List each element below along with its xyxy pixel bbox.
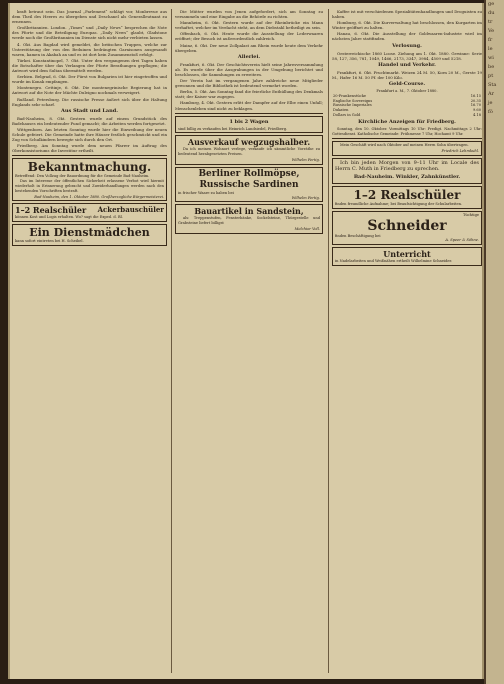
ad-title: Ausverkauf wegzugshalber. bbox=[187, 137, 311, 148]
ad-body: Das im Interesse der öffentlichen Sicherheit erlassene Verbot wird hiermit wiederholt in Erinnerung gebracht und Zuwiderhandlungen werden nach den bestehenden Vorschriften bestraft. bbox=[15, 179, 164, 193]
lodging-ad bbox=[12, 203, 167, 222]
ad-title: 1 bis 2 Wagen bbox=[229, 118, 269, 125]
article-paragraph: Kaffee ist mit verschiedenen Spezialitätenhandlungen und Droguisten zu haben. bbox=[332, 9, 482, 20]
column-1 bbox=[12, 9, 167, 673]
edge-fragment: fö bbox=[488, 109, 493, 115]
ad-body: als: Treppenstufen, Fensterbänke, Sockelsteine, Thürgestelle und Grabsteine liefert billigst bbox=[178, 216, 320, 226]
misc-paragraph: Hamburg, 4. Okt. Gestern erlitt der Dampfer auf der Elbe einen Unfall; Menschenleben sind nicht zu beklagen. bbox=[175, 100, 323, 111]
sandstone-ad bbox=[175, 204, 323, 233]
trade-paragraph: Frankfurt, 6. Okt. Fruchtmarkt. Weizen 24 M. 50, Korn 20 M., Gerste 19 M., Hafer 16 M. 50 Pf. der 100 Kilo. bbox=[332, 69, 482, 80]
church-paragraph: Sonntag, den 10. Oktober. Vormittags 10 Uhr: Predigt. Nachmittags 2 Uhr: Gottesdienst. Katholische Gemeinde: Frühmesse 7 Uhr, Hochamt 9 Uhr. bbox=[332, 126, 482, 136]
gold-rates-table bbox=[332, 94, 482, 118]
article-paragraph: Großbritannien. London. „Times“ und „Daily News“ besprechen die Note des Pforte und die Beteiligung Europas. „Daily News“ glaubt, Gladstone werde noch die Großbritannien im Dienste sich nicht mehr verbieten lassen. bbox=[12, 25, 167, 41]
divider bbox=[175, 113, 323, 114]
article-paragraph: Mainz, 6. Okt. Der neue Zollpalast am Rhein wurde heute dem Verkehr übergeben. bbox=[175, 42, 323, 53]
ad-title: Ein Dienstmädchen bbox=[29, 226, 150, 240]
edge-fragment: je bbox=[488, 100, 493, 106]
ad-signature: Wilhelm Fertig. bbox=[291, 157, 320, 162]
newspaper-page bbox=[8, 3, 484, 679]
ad-signature: Melchior Voll. bbox=[294, 226, 320, 231]
misc-paragraph: Frankfurt, 6. Okt. Der Geschichtsverein hielt seine Jahresversammlung ab. Es wurde über die Ausgrabungen in der Umgebung berichtet und beschlossen, die Sammlungen zu erweitern. bbox=[175, 61, 323, 77]
table-row bbox=[332, 113, 482, 118]
adjacent-page-edge bbox=[484, 0, 504, 684]
edge-fragment: Ve bbox=[488, 28, 495, 34]
edge-fragment: tr bbox=[488, 19, 493, 25]
wagon-ad bbox=[175, 116, 323, 134]
ad-body: kann sofort eintreten bei H. Scheibel. bbox=[15, 239, 84, 244]
edge-fragment: fr bbox=[488, 37, 493, 43]
article-paragraph: Montenegro. Cettinje, 6. Okt. Die montenegrinische Regierung hat in Antwort auf die Note der Mächte Duleigno nochmals verweigert. bbox=[12, 85, 167, 96]
ad-body: finden Beschäftigung bei bbox=[335, 233, 381, 238]
ad-body: Ich bin jeden Morgen von 9–11 Uhr im Locale des Herrn C. Muth in Friedberg zu sprechen. bbox=[335, 159, 479, 173]
business-transfer-ad bbox=[332, 141, 482, 156]
local-news-paragraph: Bad-Nauheim, 8. Okt. Gestern wurde auf einem Grundstück des Badehauses ein bedeutender Fund gemacht; die Arbeiten werden fortgesetzt. bbox=[12, 115, 167, 126]
ad-pretitle: Tüchtige bbox=[462, 212, 479, 217]
ad-signature: Friedrich Lehmkuhl. bbox=[441, 149, 479, 154]
ad-body: in Nadelarbeiten und Weißnähen ertheilt Wilhelmine Schneider. bbox=[335, 259, 452, 264]
ad-title: 1–2 Realschüler bbox=[353, 187, 461, 202]
ad-body: in frischer Waare zu haben bei bbox=[178, 190, 234, 195]
edge-fragment: be bbox=[488, 64, 495, 70]
article-paragraph: Offenbach, 6. Okt. Heute wurde die Ausstellung der Lederwaaren eröffnet; der Besuch ist außerordentlich zahlreich. bbox=[175, 31, 323, 42]
lottery-paragraph: Oesterreichische 1860 Loose. Ziehung am 1. Okt. 1880. Gewinne: Serie 58, 127, 356, 781, 1049, 1466, 2173, 3347, 3984, 4509 und 5218. bbox=[332, 50, 482, 61]
divider bbox=[12, 155, 167, 156]
local-news-paragraph: Wittgenborn. Am letzten Sonntag wurde hier die Einweihung der neuen Schule gefeiert. Die Gemeinde hatte ihre Häuser festlich geschmückt und ein Zug von Schulkindern bewegte sich durch den Ort. bbox=[12, 126, 167, 143]
local-news-paragraph: Friedberg. Am Sonntag wurde dem neuen Pfarrer im Auftrag des Oberkonsistoriums die Investitur ertheilt. bbox=[12, 143, 167, 154]
section-heading: Kirchliche Anzeigen für Friedberg. bbox=[358, 118, 456, 125]
ad-signature: Wilhelm Fertig. bbox=[291, 195, 320, 200]
ad-subtitle: Betreffend: Den Vollzug der Bauordnung für die Gemeinde Bad-Nauheim. bbox=[15, 174, 150, 179]
article-paragraph: Die Mütter wurden von Jenen aufgefordert, sich am Sonntag zu versammeln und eine Eingabe an die Behörde zu richten. bbox=[175, 9, 323, 20]
ad-body: können Kost und Logis erhalten. Wo? sagt die Exped. d. Bl. bbox=[15, 215, 123, 220]
rate-value: 16.15 bbox=[470, 93, 481, 98]
misc-paragraph: Berlin, 5. Okt. Am Sonntag fand die feierliche Enthüllung des Denkmals statt; der Kaiser war zugegen. bbox=[175, 89, 323, 100]
column-3 bbox=[328, 9, 482, 673]
section-heading: Handel und Verkehr. bbox=[378, 61, 436, 68]
clearance-sale-ad bbox=[175, 135, 323, 164]
rate-value: 20.35 bbox=[470, 98, 481, 103]
edge-fragment: Sta bbox=[488, 82, 497, 88]
ad-title: Ackerbauschüler bbox=[97, 205, 164, 215]
rate-label: Dollars in Gold bbox=[333, 112, 361, 117]
section-heading: Allerlei. bbox=[237, 53, 261, 60]
ad-title: Berliner Rollmöpse, bbox=[198, 168, 300, 179]
ad-signature: Bad-Nauheim. Winkler, Zahnkünstler. bbox=[353, 173, 461, 180]
misc-paragraph: Der Verein hat im vergangenen Jahre zahlreiche neue Mitglieder gewonnen und die Bibliothek ist bedeutend vermehrt worden. bbox=[175, 78, 323, 89]
student-lodging-ad bbox=[332, 186, 482, 209]
rate-label: Dukaten bbox=[333, 108, 349, 113]
column-2 bbox=[171, 9, 323, 673]
ad-body: Mein Geschäft wird nach Oktober auf meinen Herrn Sohn übertragen. bbox=[340, 143, 469, 148]
rate-label: Russische Imperiales bbox=[333, 103, 372, 108]
rate-label: 20-Frankenstücke bbox=[333, 93, 366, 98]
article-paragraph: Hanau, 6. Okt. Die Ausstellung der Goldwaaren-Industrie wird im nächsten Jahre stattfinden. bbox=[332, 31, 482, 42]
rate-value: 4.18 bbox=[472, 112, 481, 117]
rate-value: 16.70 bbox=[470, 103, 481, 108]
ad-body: Da ich meinen Wohnort verlege, verkaufe ich sämmtliche Vorräthe zu bedeutend herabgesetzten Preisen. bbox=[178, 147, 320, 157]
edge-fragment: pt bbox=[488, 73, 494, 79]
section-heading: Geld-Course. bbox=[388, 80, 426, 87]
tailor-ad bbox=[332, 211, 482, 245]
article-paragraph: Türkei. Konstantinopel, 7. Okt. Unter den vergangenen drei Tagen haben die Botschafter über das Verlangen der Pforte Berathungen gepflogen; die Antwort wird dem Sultan übermittelt werden. bbox=[12, 57, 167, 74]
ad-title: Unterricht bbox=[383, 249, 431, 260]
ad-title: 1–2 Realschüler bbox=[15, 205, 87, 216]
dentist-ad bbox=[332, 158, 482, 184]
section-heading: Verlosung. bbox=[392, 42, 422, 49]
ad-title: Bekanntmachung. bbox=[27, 160, 152, 175]
fish-ad bbox=[175, 167, 323, 203]
ad-title: Russische Sardinen bbox=[199, 179, 299, 190]
article-paragraph: Homburg, 6. Okt. Die Kurverwaltung hat beschlossen, den Kurgarten im Winter geöffnet zu halten. bbox=[332, 20, 482, 31]
article-paragraph: Rußland. Petersburg. Die russische Presse äußert sich über die Haltung Englands sehr scharf. bbox=[12, 96, 167, 107]
ad-signature: A. Speer & Söhne. bbox=[445, 238, 479, 243]
rate-value: 9.60 bbox=[472, 108, 481, 113]
ad-title: Schneider bbox=[367, 217, 447, 234]
ad-body: sind billig zu verkaufen bei Heinrich Landsiedel, Friedberg. bbox=[178, 126, 288, 131]
maid-ad bbox=[12, 224, 167, 246]
edge-fragment: du bbox=[488, 10, 495, 16]
announcement-ad bbox=[12, 158, 167, 201]
rate-label: Englische Sovereigns bbox=[333, 98, 373, 103]
article-paragraph: Mannheim, 6. Okt. Gestern wurde auf der Rheinbrücke ein Mann verhaftet, welcher im Verdacht steht, an dem Diebstahl betheiligt zu sein. bbox=[175, 20, 323, 31]
article-paragraph: 4. Okt. Aus Bagdad wird gemeldet, die britischen Truppen, welche zur Unterstützung der von den Beduinen bedrängten Garnisonen ausgesandt waren, kamen in Akabah an und es ist dort kein Zusammenstoß erfolgt. bbox=[12, 41, 167, 57]
edge-fragment: Ar bbox=[488, 91, 495, 97]
ad-signature: Bad-Nauheim, den 1. Oktober 1880. Großherzogliche Bürgermeisterei. bbox=[34, 194, 164, 199]
edge-fragment: ge bbox=[488, 1, 495, 7]
section-heading: Aus Stadt und Land. bbox=[61, 107, 118, 114]
article-paragraph: Serbien. Belgrad, 6. Okt. Der Fürst von Bulgarien ist hier eingetroffen und wurde im Konak empfangen. bbox=[12, 74, 167, 85]
edge-fragment: le bbox=[488, 46, 493, 52]
ad-title: Bauartikel in Sandstein, bbox=[194, 206, 304, 217]
ad-body: finden freundliche Aufnahme; bei Beaufsichtigung der Schularbeiten. bbox=[335, 201, 463, 206]
lessons-ad bbox=[332, 247, 482, 266]
divider bbox=[332, 138, 482, 139]
rates-date: Frankfurt a. M., 7. Oktober 1880. bbox=[376, 88, 438, 93]
edge-fragment: wi bbox=[488, 55, 494, 61]
article-paragraph: kraft betraut sein. Das Journal „Parlement“ schlägt vor, Monbrevue aus dem Theil des Heeres zu übergeben und Deschanel als Generalleutnant zu ernennen. bbox=[12, 9, 167, 25]
